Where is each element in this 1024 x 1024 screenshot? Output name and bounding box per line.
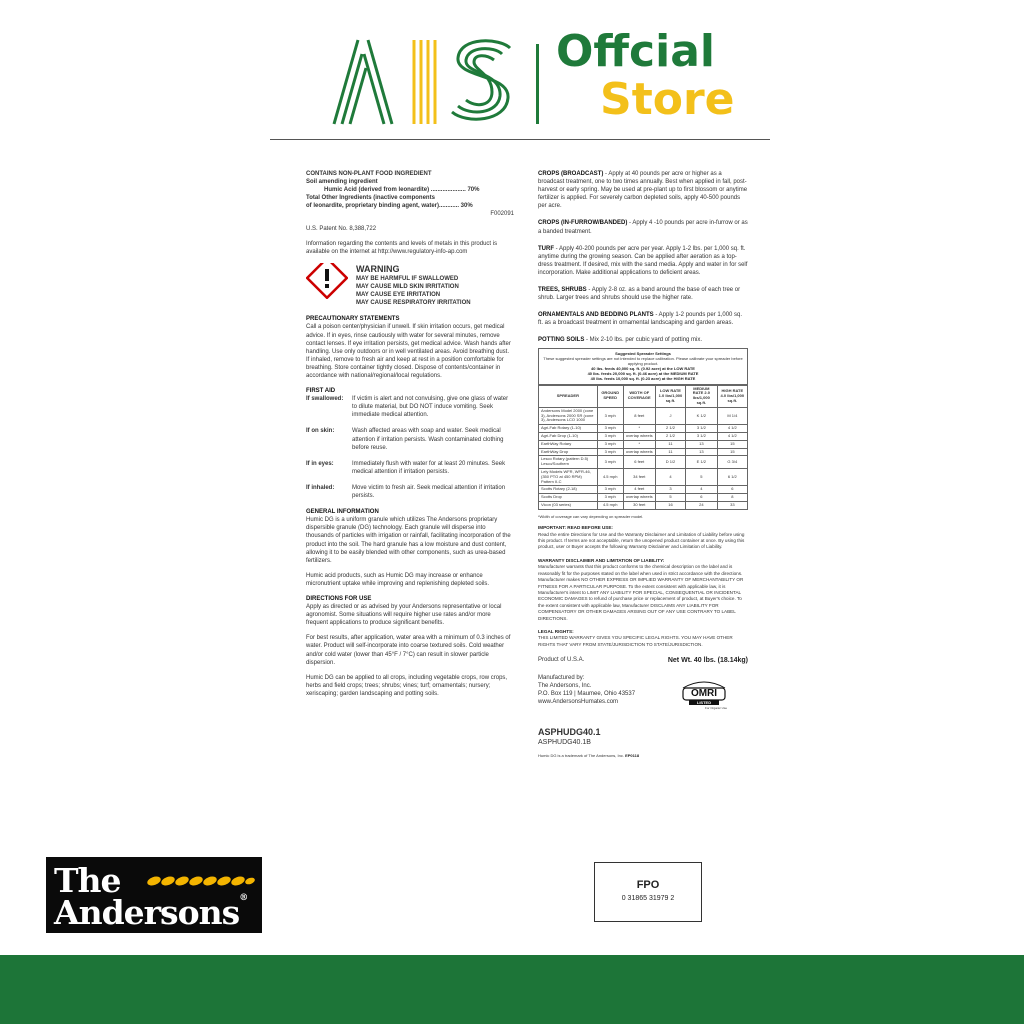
omri-text: OMRI	[690, 687, 718, 699]
warning-line: MAY CAUSE EYE IRRITATION	[356, 292, 441, 299]
general-text: Humic acid products, such as Humic DG may increase or enhance micronutrient uptake while improving and replenishing depleted soils.	[306, 572, 490, 587]
table-cell: 3 mph	[597, 433, 623, 441]
section-title: POTTING SOILS	[538, 337, 585, 344]
table-cell: 4	[686, 486, 718, 494]
table-cell: 3 mph	[597, 486, 623, 494]
section-text: - Mix 2-10 lbs. per cubic yard of potting mix.	[584, 337, 703, 344]
crops-furrow	[538, 219, 748, 235]
spreader-table	[538, 385, 748, 510]
store-title	[556, 26, 735, 125]
first-aid-item	[306, 460, 514, 476]
table-header: GROUND SPEED	[597, 385, 623, 407]
trademark-text: Humic DG is a trademark of The Andersons, Inc.	[538, 753, 624, 759]
table-cell: 3 mph	[597, 407, 623, 424]
legal-title: LEGAL RIGHTS:	[538, 629, 574, 635]
table-cell: 3	[655, 486, 685, 494]
trademark-line	[538, 753, 748, 758]
first-aid-value: Move victim to fresh air. Seek medical attention if irritation persists.	[352, 484, 506, 500]
first-aid-key: If swallowed:	[306, 396, 344, 403]
precaution-title: PRECAUTIONARY STATEMENTS	[306, 316, 400, 323]
store-title-line2: Store	[600, 74, 735, 125]
table-cell: Scotts Rotary (2-18)	[539, 486, 598, 494]
table-cell: D 1/2	[655, 456, 685, 469]
important-text: Read the entire Directions for Use and the Warranty Disclaimer and Limitation of Liability before using this product. If terms are not acceptable, return the unopened product container at once. By using this product, user or Buyer accepts the following Warranty Disclaimer and Limitation of Liability.	[538, 531, 745, 550]
table-cell: 16	[655, 501, 685, 509]
first-aid-title: FIRST AID	[306, 388, 336, 395]
table-cell: 33	[717, 501, 747, 509]
barcode-number: 0 31865 31979 2	[621, 895, 675, 902]
section-text: - Apply 40-200 pounds per acre per year. Apply 1-2 lbs. per 1,000 sq. ft. anytime during the growing season. Can be applied after aeration as a top-dress treatment. If desired, mix with the sand media. Apply and water in for self incorporation. Make additional applications to deficient areas.	[538, 245, 748, 276]
warning-line: MAY BE HARMFUL IF SWALLOWED	[356, 275, 459, 282]
metals-info: Information regarding the contents and levels of metals in this product is available on the internet at http://www.regulatory-info-ap.com	[306, 240, 498, 255]
table-cell: 2 1/2	[655, 433, 685, 441]
potting-soils	[538, 336, 748, 344]
omri-subtext: LISTED	[696, 699, 712, 705]
label-left-column	[306, 170, 514, 705]
warranty-title: WARRANTY DISCLAIMER AND LIMITATION OF LIABILITY:	[538, 557, 665, 563]
table-row	[539, 448, 748, 456]
table-row	[539, 501, 748, 509]
contains-heading: CONTAINS NON-PLANT FOOD INGREDIENT	[306, 171, 432, 177]
warranty-text: Manufacturer warrants that this product conforms to the chemical description on the label and is reasonably fit for the purposes stated on the label when used in strict accordance with the directions. Manufacturer makes NO OTHER EXPRESS OR IMPLIED WARRANTY OF MERCHANTABILITY OR FITNESS FOR A PARTICULAR PURPOSE. To the extent consistent with applicable law, it is Manufacturer's intent to LIMIT ANY LIABILITY FOR SPECIAL, CONSEQUENTIAL OR INCIDENTAL ECONOMIC DAMAGES to refund of purchase price or replacement of product, at Buyer's choice. To the extent consistent with applicable law, Manufacturer DISCLAIMS ANY LIABILITY FOR COMPENSATORY OR OTHER DAMAGES ARISING OUT OF ANY USE CONTRARY TO LABEL DIRECTIONS.	[538, 564, 744, 621]
table-header: MEDIUM RATE 2.0 lbs/1,000 sq.ft.	[686, 385, 718, 407]
table-row	[539, 433, 748, 441]
table-cell: EarthWay Rotary	[539, 440, 598, 448]
table-row	[539, 456, 748, 469]
table-cell: 3 mph	[597, 448, 623, 456]
table-cell: Agri-Fab Rotary (1-10)	[539, 425, 598, 433]
table-cell: 6 1/2	[717, 468, 747, 485]
trademark-code: EP0118	[625, 753, 640, 759]
first-aid-key: If on skin:	[306, 428, 335, 435]
crops-broadcast	[538, 170, 748, 210]
manufacturer-block	[538, 674, 748, 714]
section-text: - Apply 2-8 oz. as a band around the base of each tree or shrub. Larger trees and shrubs should use the higher rate.	[538, 287, 741, 302]
table-cell: EarthWay Drop	[539, 448, 598, 456]
manufacturer-web: www.AndersonsHumates.com	[538, 699, 619, 706]
section-title: ORNAMENTALS AND BEDDING PLANTS	[538, 312, 654, 319]
ornamentals	[538, 311, 748, 327]
table-cell: 11	[655, 440, 685, 448]
table-cell: 4 feet	[623, 486, 655, 494]
table-cell: Lesco Rotary (pattern D.5) Lesco/Southern	[539, 456, 598, 469]
table-cell: 5	[686, 468, 718, 485]
product-code: F002091	[490, 211, 514, 218]
warning-block	[306, 263, 514, 308]
table-cell: 15	[717, 448, 747, 456]
table-cell: 5	[655, 494, 685, 502]
table-rate-line: 40 lbs. feeds 20,000 sq. ft. (0.46 acre) at the MEDIUM RATE	[587, 371, 699, 377]
section-title: CROPS (BROADCAST)	[538, 171, 604, 177]
sku: ASPHUDG40.1	[538, 726, 601, 737]
table-cell: *	[623, 440, 655, 448]
table-cell: overlap wheels	[623, 494, 655, 502]
table-cell: 3 mph	[597, 456, 623, 469]
table-cell: 3 mph	[597, 494, 623, 502]
table-cell: Vicon (03 series)	[539, 501, 598, 509]
warning-title: WARNING	[356, 263, 400, 274]
table-header: SPREADER	[539, 385, 598, 407]
table-cell: Lely Models WFR, WFR-46, (350 PTO at 450 RPM) Pattern II-C	[539, 468, 598, 485]
table-row	[539, 494, 748, 502]
manufacturer-address: P.O. Box 119 | Maumee, Ohio 43537	[538, 690, 636, 697]
table-cell: 13	[686, 440, 718, 448]
first-aid-item	[306, 395, 514, 419]
table-rate-line: 40 lbs. feeds 40,000 sq. ft. (0.92 acre) at the LOW RATE	[591, 366, 695, 372]
section-title: TURF	[538, 245, 554, 252]
label-right-column	[538, 170, 748, 759]
ais-logo	[330, 34, 520, 126]
omri-foot: For Organic Use	[705, 705, 728, 710]
first-aid-item	[306, 484, 514, 500]
table-row	[539, 425, 748, 433]
table-cell: 4	[655, 468, 685, 485]
table-cell: 8	[717, 494, 747, 502]
directions-text: For best results, after application, water area with a minimum of 0.3 inches of water. Product will self-incorporate into coarse textured soils. Cold weather and/or cold water (lower than 45°F / 7°C) can result in slower particle dispersion.	[306, 635, 511, 666]
table-cell: K 1/2	[686, 407, 718, 424]
section-title: CROPS (IN-FURROW/BANDED)	[538, 220, 628, 227]
table-cell: 3 mph	[597, 425, 623, 433]
manufactured-by: Manufactured by:	[538, 674, 585, 681]
table-cell: overlap wheels	[623, 448, 655, 456]
table-rate-line: 40 lbs. feeds 10,000 sq. ft. (0.23 acre) at the HIGH RATE	[590, 376, 696, 382]
hazard-icon	[306, 263, 348, 299]
table-header-row	[539, 385, 748, 407]
first-aid-value: If victim is alert and not convulsing, give one glass of water to dilute material, but DO NOT induce vomiting. Seek immediate medical attention.	[352, 396, 509, 419]
table-cell: 11	[655, 448, 685, 456]
section-text: - Apply 1-2 pounds per 1,000 sq. ft. as a broadcast treatment in ornamental landscaping and garden areas.	[538, 312, 743, 327]
ais-logo-icon	[330, 34, 520, 126]
bottom-bar	[0, 955, 1024, 1024]
table-header: HIGH RATE 4.0 lbs/1,000 sq.ft.	[717, 385, 747, 407]
table-cell: J	[655, 407, 685, 424]
table-cell: 2 1/2	[655, 425, 685, 433]
table-cell: 4 1/2	[717, 425, 747, 433]
andersons-logo-line1: The	[54, 861, 121, 900]
table-footnote: *Width of coverage can vary depending on spreader model.	[538, 513, 644, 519]
header-rule	[270, 139, 770, 140]
table-cell: 34 feet	[623, 468, 655, 485]
table-row	[539, 440, 748, 448]
table-cell: 4 1/2	[717, 433, 747, 441]
spreader-table-body	[539, 407, 748, 509]
table-cell: overlap wheels	[623, 433, 655, 441]
trees-shrubs	[538, 286, 748, 302]
table-cell: 3 mph	[597, 440, 623, 448]
table-row	[539, 486, 748, 494]
first-aid-value: Immediately flush with water for at least 20 minutes. Seek medical attention if irritation persists.	[352, 460, 506, 475]
section-text: - Apply 4 -10 pounds per acre in-furrow or as a banded treatment.	[538, 220, 748, 235]
table-header: LOW RATE 1.0 lbs/1,000 sq.ft.	[655, 385, 685, 407]
store-title-line1: Offcial	[556, 26, 715, 77]
humic-acid-line: Humic Acid (derived from leonardite) ..................... 70%	[324, 187, 480, 194]
table-cell: 6	[717, 486, 747, 494]
table-cell: 3 1/2	[686, 425, 718, 433]
andersons-logo-name: Andersons	[54, 893, 240, 932]
table-row	[539, 407, 748, 424]
table-cell: 24	[686, 501, 718, 509]
table-cell: Andersons Model 2000 (cone 3), Andersons 2000 SR (cone 3), Andersons LCO 1000	[539, 407, 598, 424]
first-aid-key: If inhaled:	[306, 484, 335, 491]
fpo-text: FPO	[636, 879, 660, 891]
section-text: - Apply at 40 pounds per acre or higher as a broadcast treatment, one to two times annually. Best when applied in fall, post-harvest or early spring. May be used at pre-plant up to first blossom or anytime fertilizer is applied. For severely carbon depleted soils, apply 40-500 pounds per acre.	[538, 171, 748, 210]
table-cell: 8 feet	[623, 407, 655, 424]
first-aid-key: If in eyes:	[306, 460, 334, 467]
table-row	[539, 468, 748, 485]
patent: U.S. Patent No. 8,388,722	[306, 225, 377, 232]
sku-2: ASPHUDG40.1B	[538, 738, 591, 746]
table-caption-note: These suggested spreader settings are not intended to replace calibration. Please calibrate your spreader before applying product.	[543, 355, 743, 366]
table-cell: 4.5 mph	[597, 468, 623, 485]
spreader-table-caption	[538, 348, 748, 385]
registered-mark: ®	[239, 893, 248, 903]
ingredients	[306, 170, 514, 219]
first-aid-value: Wash affected areas with soap and water. Seek medical attention if irritation persists. Wash contaminated clothing before reuse.	[352, 428, 504, 451]
omri-badge	[677, 674, 731, 710]
wheat-icon	[146, 869, 256, 893]
product-of: Product of U.S.A.	[538, 657, 585, 664]
andersons-logo	[46, 857, 262, 933]
turf	[538, 245, 748, 277]
warning-lines	[356, 263, 471, 308]
precaution-text: Call a poison center/physician if unwell. If skin irritation occurs, get medical advice. If in eyes, rinse cautiously with water for several minutes, remove contact lenses. If eye irritation persists, get medical advice. Wash hands after handling. Use only outdoors or in well ventilated areas. Avoid breathing dust. If inhaled, remove to fresh air and keep at rest in a position comfortable for breathing. Store container tightly closed. Dispose of contents/container in accordance with national/regional/local regulations.	[306, 324, 511, 380]
product-label	[306, 170, 746, 870]
directions-text: Apply as directed or as advised by your Andersons representative or local agronomist. Some situations will require higher use rates and/or more frequent applications to produce significant benefits.	[306, 604, 502, 627]
general-text: Humic DG is a uniform granule which utilizes The Andersons proprietary dispersible granule (DG) technology. Each granule will disperse into thousands of particles with irrigation or rainfall, facilitating incorporation of the product into the soil. The hard granule has a low moisture and dust content, allowing it to be easily blended with other components, such as urea-based fertilizers.	[306, 517, 511, 564]
legal-text: THIS LIMITED WARRANTY GIVES YOU SPECIFIC LEGAL RIGHTS. YOU MAY HAVE OTHER RIGHTS THAT VARY FROM STATE/JURISDICTION TO STATE/JURISDICTION.	[538, 635, 733, 647]
table-cell: Scotts Drop	[539, 494, 598, 502]
first-aid-item	[306, 427, 514, 451]
directions-title: DIRECTIONS FOR USE	[306, 595, 372, 602]
warning-line: MAY CAUSE RESPIRATORY IRRITATION	[356, 300, 471, 307]
warning-line: MAY CAUSE MILD SKIN IRRITATION	[356, 284, 459, 291]
table-cell: 15	[717, 440, 747, 448]
net-weight-line	[538, 656, 748, 665]
table-cell: 6	[686, 494, 718, 502]
soil-amending: Soil amending ingredient	[306, 179, 378, 186]
net-weight: Net Wt. 40 lbs. (18.14kg)	[667, 657, 748, 665]
table-cell: G 3/4	[717, 456, 747, 469]
barcode-box	[594, 862, 702, 922]
table-cell: 30 feet	[623, 501, 655, 509]
table-cell: Agri-Fab Drop (1-10)	[539, 433, 598, 441]
table-caption-title: Suggested Spreader Settings	[615, 350, 671, 356]
table-header: WIDTH OF COVERAGE	[623, 385, 655, 407]
total-other-line: Total Other Ingredients (inactive components	[306, 195, 435, 202]
table-cell: 3 1/2	[686, 433, 718, 441]
important-block	[538, 525, 748, 648]
important-title: IMPORTANT: READ BEFORE USE:	[538, 525, 613, 531]
table-cell: M 1/4	[717, 407, 747, 424]
total-other-line-2: of leonardite, proprietary binding agent, water)............ 30%	[306, 203, 473, 210]
table-cell: 13	[686, 448, 718, 456]
section-title: TREES, SHRUBS	[538, 287, 587, 294]
manufacturer-name: The Andersons, Inc.	[538, 682, 592, 689]
table-cell: 4.5 mph	[597, 501, 623, 509]
andersons-logo-line2	[54, 893, 247, 932]
table-cell: 6 feet	[623, 456, 655, 469]
table-cell: E 1/2	[686, 456, 718, 469]
header-divider	[536, 44, 539, 124]
directions-text: Humic DG can be applied to all crops, including vegetable crops, row crops, herbs and field crops; trees; shrubs; vines; turf; ornamentals; nursery; xeriscaping; garden landscaping and potting soils.	[306, 674, 508, 697]
general-title: GENERAL INFORMATION	[306, 509, 379, 516]
table-cell: *	[623, 425, 655, 433]
